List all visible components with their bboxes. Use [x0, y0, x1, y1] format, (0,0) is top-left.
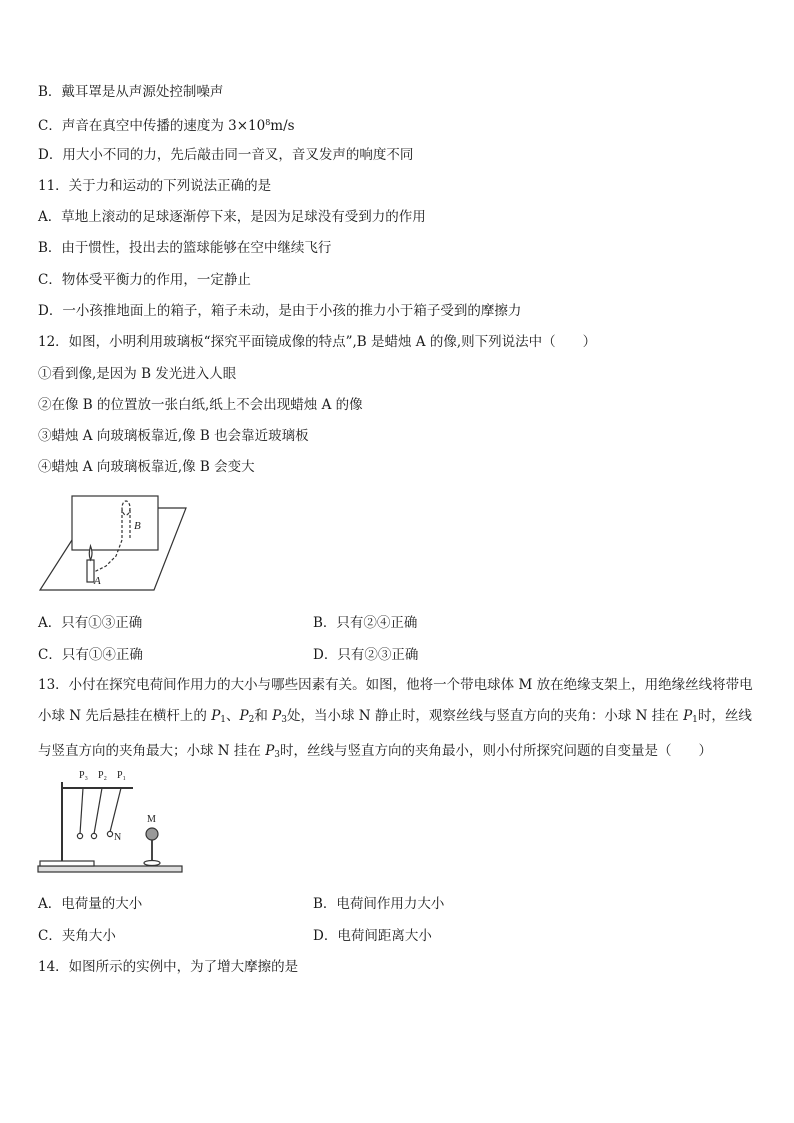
q10-option-c	[38, 114, 295, 135]
q10-option-b: B．戴耳罩是从声源处控制噪声	[38, 84, 224, 100]
q13-option-d: D．电荷间距离大小	[313, 928, 432, 944]
q11-option-b: B．由于惯性，投出去的篮球能够在空中继续飞行	[38, 240, 332, 256]
label-b: B	[134, 520, 141, 532]
q12-option-a: A．只有①③正确	[38, 615, 143, 631]
ball-at-p2	[91, 833, 96, 838]
q14-stem: 14．如图所示的实例中，为了增大摩擦的是	[38, 959, 299, 975]
candle-a	[87, 546, 94, 582]
q11-option-a: A．草地上滚动的足球逐渐停下来，是因为足球没有受到力的作用	[38, 209, 426, 225]
ground	[38, 866, 182, 872]
q12-statement-4: ④蜡烛 A 向玻璃板靠近,像 B 会变大	[38, 459, 255, 475]
p2-sub: 2	[248, 715, 255, 725]
q11-stem: 11．关于力和运动的下列说法正确的是	[38, 178, 272, 194]
q12-option-d: D．只有②③正确	[313, 647, 419, 663]
q12-option-c: C．只有①④正确	[38, 647, 143, 663]
q11-option-c: C．物体受平衡力的作用，一定静止	[38, 272, 251, 288]
q10-option-c-text: C．声音在真空中传播的速度为 3×10	[38, 118, 266, 134]
p1b-sub: 1	[692, 715, 698, 725]
q13-stem-part2: 处，当小球 N 静止时，观察丝线与竖直方向的夹角：小球 N 挂在	[286, 708, 684, 724]
q13-stem-part1: 13．小付在探究电荷间作用力的大小与哪些因素有关。如图，他将一个带电球体 M 放在绝缘支架上，用绝缘丝线将带电小球 N 先后悬挂在横杆上的	[38, 677, 753, 724]
p1-label: P	[211, 708, 221, 724]
ball-n	[107, 831, 112, 836]
m-support-base	[144, 861, 160, 866]
q13-charge-figure	[36, 766, 186, 878]
fig-label-m: M	[147, 814, 156, 825]
q12-mirror-figure	[36, 486, 196, 596]
q10-option-d: D．用大小不同的力，先后敲击同一音叉，音叉发声的响度不同	[38, 147, 414, 163]
q13-option-a: A．电荷量的大小	[38, 896, 143, 912]
p3b-sub: 3	[274, 750, 281, 760]
q11-option-d: D．一小孩推地面上的箱子，箱子未动，是由于小孩的推力小于箱子受到的摩擦力	[38, 303, 522, 319]
q13-stem-part3: 时，丝线与竖直方向的夹角最大；小球 N 挂在	[38, 708, 752, 759]
fig-label-n: N	[114, 832, 122, 843]
q10-option-c-exponent: 8	[265, 118, 271, 127]
glass-plate	[72, 496, 158, 550]
thread-p2	[94, 788, 102, 834]
q12-statement-2: ②在像 B 的位置放一张白纸,纸上不会出现蜡烛 A 的像	[38, 397, 363, 413]
p3b-label: P	[265, 743, 275, 759]
q12-stem: 12．如图，小明利用玻璃板“探究平面镜成像的特点”,B 是蜡烛 A 的像,则下列说法中（ ）	[38, 334, 597, 350]
fig-label-p2: P₂	[98, 770, 108, 781]
fig-label-p3: P₃	[79, 770, 89, 781]
q10-option-c-unit: m/s	[270, 118, 295, 134]
q13-stem	[38, 670, 760, 771]
p1-sub: 1	[220, 715, 227, 725]
thread-p3	[80, 788, 83, 834]
ball-at-p3	[77, 833, 82, 838]
fig-label-p1: P₁	[117, 770, 127, 781]
q13-option-c: C．夹角大小	[38, 928, 116, 944]
table-plane	[40, 508, 186, 590]
q12-statement-3: ③蜡烛 A 向玻璃板靠近,像 B 也会靠近玻璃板	[38, 428, 309, 444]
p3-sub: 3	[281, 715, 287, 725]
p2-label: P	[239, 708, 249, 724]
p3-label: P	[272, 708, 282, 724]
sphere-m	[146, 828, 158, 840]
q13-stem-part4: 时，丝线与竖直方向的夹角最小，则小付所探究问题的自变量是（ ）	[280, 743, 713, 759]
q13-sep: 、	[226, 708, 240, 724]
stand-base	[40, 861, 94, 866]
label-a: A	[94, 575, 101, 587]
p1b-label: P	[683, 708, 693, 724]
q13-option-b: B．电荷间作用力大小	[313, 896, 445, 912]
image-candle-b	[94, 501, 130, 572]
q12-option-b: B．只有②④正确	[313, 615, 418, 631]
thread-p1	[110, 788, 121, 832]
q13-and: 和	[254, 708, 273, 724]
q12-statement-1: ①看到像,是因为 B 发光进入人眼	[38, 366, 237, 382]
